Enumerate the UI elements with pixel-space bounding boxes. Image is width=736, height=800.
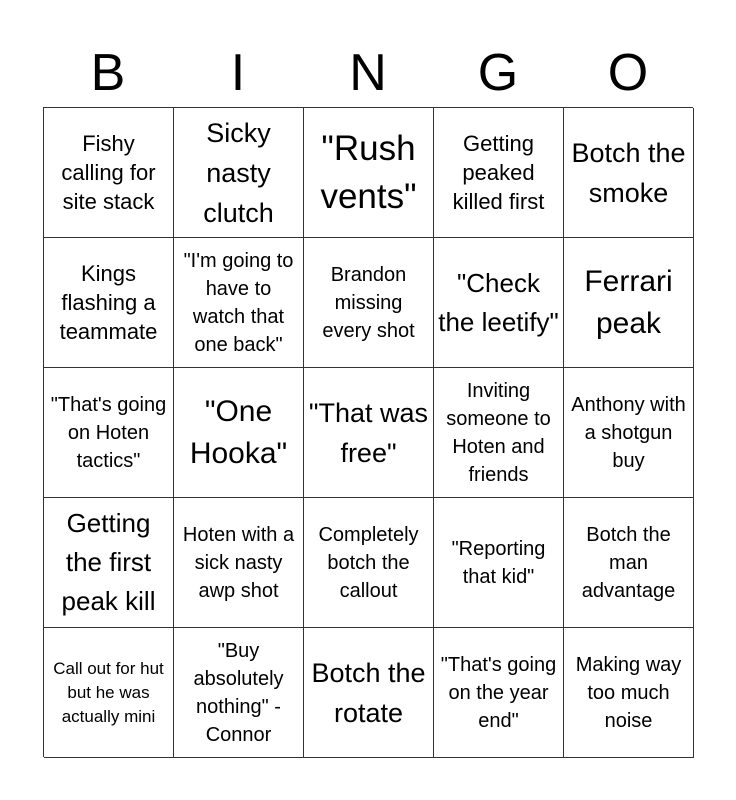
cell-text: "I'm going to have to watch that one back" xyxy=(183,249,294,356)
header-letter-o: O xyxy=(607,44,649,102)
bingo-cell[interactable] xyxy=(304,628,434,758)
cell-text: "That's going on Hoten tactics" xyxy=(50,393,167,472)
cell-text: Call out for hut but he was actually mini xyxy=(53,658,164,726)
cell-text: "That was free" xyxy=(308,397,429,468)
bingo-cell[interactable] xyxy=(44,368,174,498)
bingo-cell[interactable] xyxy=(434,108,564,238)
cell-text: Getting the first peak kill xyxy=(61,508,156,616)
cell-text: "That's going on the year end" xyxy=(440,653,557,732)
bingo-cell[interactable] xyxy=(434,498,564,628)
cell-text: Kings flashing a teammate xyxy=(59,261,158,344)
bingo-cell[interactable] xyxy=(174,368,304,498)
header-letter-i: I xyxy=(230,44,246,102)
bingo-cell[interactable] xyxy=(44,498,174,628)
bingo-cell[interactable] xyxy=(434,368,564,498)
bingo-cell[interactable] xyxy=(304,108,434,238)
cell-text: Getting peaked killed first xyxy=(452,131,545,214)
bingo-cell[interactable] xyxy=(44,108,174,238)
bingo-cell[interactable] xyxy=(174,238,304,368)
bingo-cell[interactable] xyxy=(304,238,434,368)
bingo-cell[interactable] xyxy=(564,238,694,368)
bingo-cell[interactable] xyxy=(44,628,174,758)
cell-text: Inviting someone to Hoten and friends xyxy=(446,379,551,486)
cell-text: "Rush vents" xyxy=(320,128,417,216)
cell-text: Anthony with a shotgun buy xyxy=(571,393,686,472)
cell-text: Botch the man advantage xyxy=(581,523,676,602)
bingo-cell[interactable] xyxy=(304,368,434,498)
cell-text: "Check the leetify" xyxy=(438,267,559,337)
header-letter-b: B xyxy=(90,44,126,102)
bingo-header xyxy=(43,40,693,106)
bingo-cell[interactable] xyxy=(44,238,174,368)
bingo-cell[interactable] xyxy=(564,628,694,758)
bingo-cell[interactable] xyxy=(434,628,564,758)
bingo-board xyxy=(43,107,693,757)
cell-text: Ferrari peak xyxy=(584,264,673,340)
bingo-cell[interactable] xyxy=(174,628,304,758)
bingo-cell[interactable] xyxy=(434,238,564,368)
bingo-cell[interactable] xyxy=(174,108,304,238)
cell-text: Brandon missing every shot xyxy=(322,263,415,342)
cell-text: Sicky nasty clutch xyxy=(203,117,274,228)
bingo-cell[interactable] xyxy=(564,498,694,628)
bingo-cell[interactable] xyxy=(304,498,434,628)
cell-text: "Reporting that kid" xyxy=(451,537,546,588)
cell-text: Hoten with a sick nasty awp shot xyxy=(182,523,295,602)
bingo-cell[interactable] xyxy=(564,368,694,498)
header-letter-g: G xyxy=(477,44,519,102)
cell-text: "Buy absolutely nothing" - Connor xyxy=(193,639,284,746)
cell-text: Botch the smoke xyxy=(571,137,686,208)
bingo-cell[interactable] xyxy=(564,108,694,238)
cell-text: Completely botch the callout xyxy=(318,523,419,602)
cell-text: Making way too much noise xyxy=(575,653,682,732)
cell-text: Fishy calling for site stack xyxy=(61,131,156,214)
bingo-cell[interactable] xyxy=(174,498,304,628)
header-letter-n: N xyxy=(349,44,387,102)
cell-text: Botch the rotate xyxy=(311,657,426,728)
cell-text: "One Hooka" xyxy=(189,394,288,470)
